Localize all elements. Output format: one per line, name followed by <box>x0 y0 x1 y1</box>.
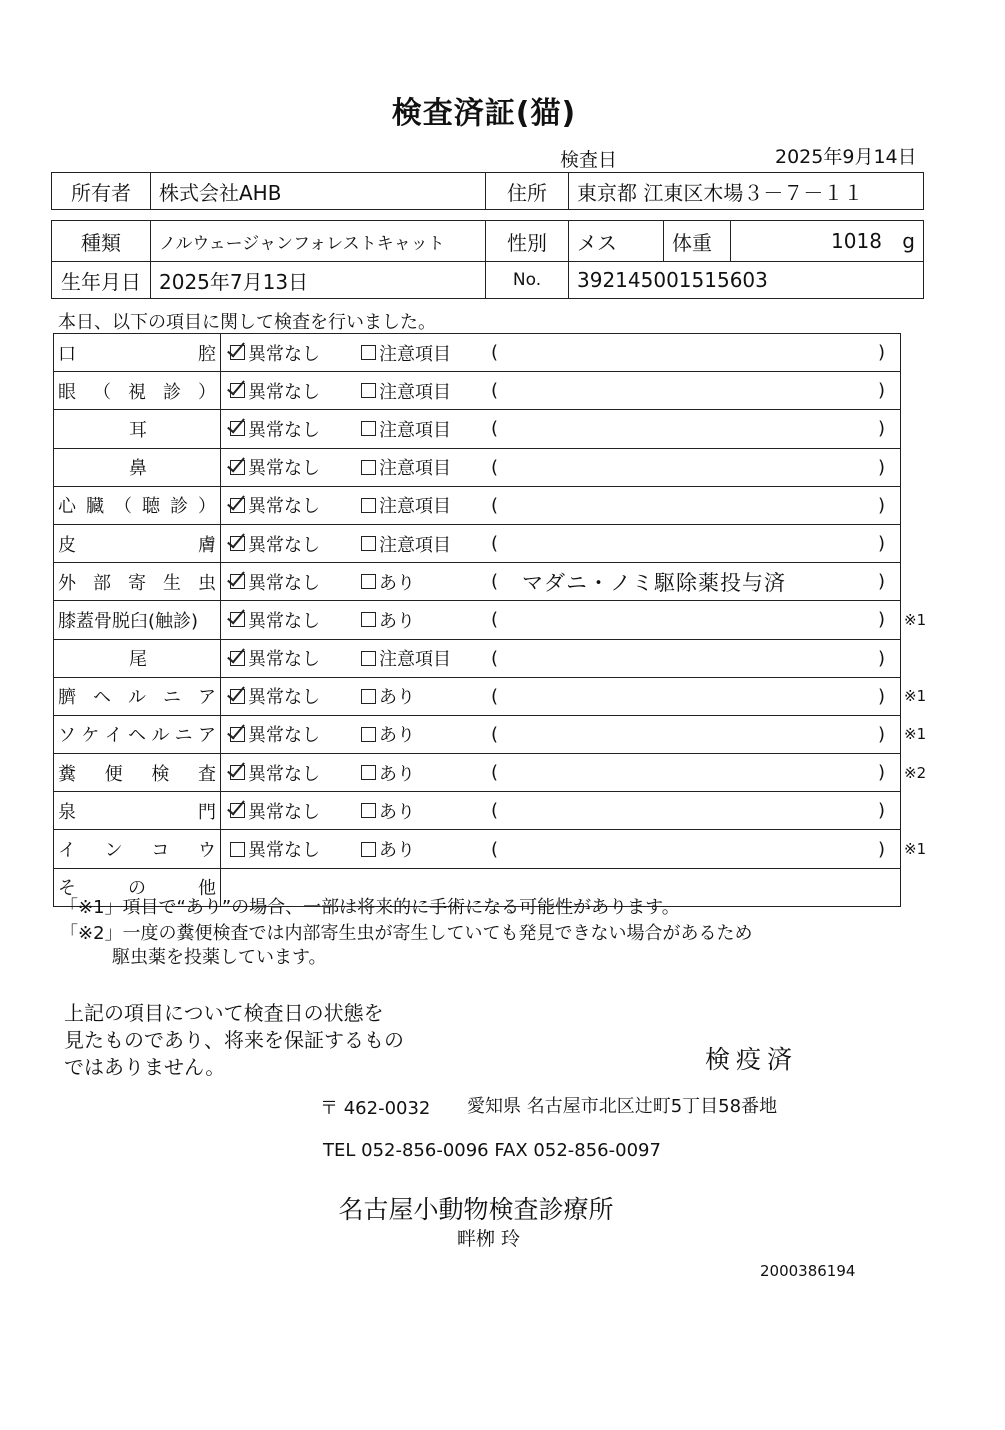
inspection-date: 2025年9月14日 <box>775 146 917 168</box>
quarantine-stamp: 検疫済 <box>705 1045 799 1074</box>
check-item-name <box>58 640 218 677</box>
check-item-label: そ の 他 <box>58 878 216 900</box>
option-label: 異常なし <box>248 381 320 403</box>
check-item-name <box>58 334 218 371</box>
no-abnormality-option[interactable] <box>230 640 320 677</box>
check-item-name <box>58 449 218 486</box>
animal-table <box>51 220 924 299</box>
option-label: 異常なし <box>248 763 320 785</box>
checkbox-icon[interactable] <box>361 842 376 857</box>
check-row <box>54 600 927 638</box>
no-abnormality-option[interactable] <box>230 792 320 829</box>
owner-label: 所有者 <box>52 173 151 210</box>
option-label: 異常なし <box>248 572 320 594</box>
address-value: 東京都 江東区木場３－７－１１ <box>569 173 924 210</box>
pretext: 本日、以下の項目に関して検査を行いました。 <box>58 312 436 333</box>
option-label: 異常なし <box>248 649 320 671</box>
second-option[interactable] <box>361 487 451 524</box>
checkbox-icon[interactable] <box>230 727 245 742</box>
checkbox-icon[interactable] <box>361 536 376 551</box>
check-item-label: 眼 （ 視 診 ） <box>58 381 216 403</box>
checkbox-icon[interactable] <box>230 689 245 704</box>
second-option[interactable] <box>361 640 451 677</box>
no-abnormality-option[interactable] <box>230 487 320 524</box>
second-option[interactable] <box>361 830 415 867</box>
tel-fax: TEL 052-856-0096 FAX 052-856-0097 <box>323 1140 661 1161</box>
footnote-mark: ※1 <box>904 840 927 859</box>
paren-close: ) <box>878 418 886 440</box>
weight-label: 体重 <box>664 221 731 262</box>
checkbox-icon[interactable] <box>230 498 245 513</box>
option-label: 注意項目 <box>379 419 451 441</box>
breed-value: ノルウェージャンフォレストキャット <box>151 221 486 262</box>
clinic-address: 愛知県 名古屋市北区辻町5丁目58番地 <box>467 1096 778 1117</box>
checkbox-icon[interactable] <box>230 383 245 398</box>
option-label: 異常なし <box>248 610 320 632</box>
checkbox-icon[interactable] <box>361 689 376 704</box>
check-item-name <box>58 563 218 600</box>
check-row <box>54 333 901 371</box>
second-option[interactable] <box>361 678 415 715</box>
option-label: あり <box>379 763 415 785</box>
birth-value: 2025年7月13日 <box>151 262 486 299</box>
paren-open: ( <box>491 571 499 593</box>
remark-line1: 上記の項目について検査日の状態を <box>64 1001 384 1025</box>
checkbox-icon[interactable] <box>230 345 245 360</box>
footnote-mark: ※1 <box>904 610 927 629</box>
check-item-name <box>58 410 218 447</box>
serial-number: 2000386194 <box>760 1262 856 1280</box>
footnote-mark: ※1 <box>904 687 927 706</box>
footnote-2-line2: 駆虫薬を投薬しています。 <box>112 947 327 968</box>
check-item-name <box>58 525 218 562</box>
check-item-label: 泉 門 <box>58 801 216 823</box>
paren-open: ( <box>491 533 499 555</box>
check-item-name <box>58 716 218 753</box>
paren-close: ) <box>878 723 886 745</box>
paren-open: ( <box>491 647 499 669</box>
check-row <box>54 677 927 715</box>
second-option[interactable] <box>361 372 451 409</box>
checkbox-icon[interactable] <box>230 803 245 818</box>
option-label: 注意項目 <box>379 534 451 556</box>
option-label: あり <box>379 801 415 823</box>
birth-label: 生年月日 <box>52 262 151 299</box>
checklist <box>53 333 927 907</box>
check-row <box>54 753 927 791</box>
checkbox-icon[interactable] <box>230 536 245 551</box>
checkbox-icon[interactable] <box>361 383 376 398</box>
breed-label: 種類 <box>52 221 151 262</box>
second-option[interactable] <box>361 754 415 791</box>
paren-close: ) <box>878 494 886 516</box>
sex-value: メス <box>569 221 664 262</box>
check-item-name <box>58 678 218 715</box>
option-label: 異常なし <box>248 496 320 518</box>
check-item-name <box>58 792 218 829</box>
option-label: 異常なし <box>248 801 320 823</box>
option-label: 異常なし <box>248 458 320 480</box>
paren-open: ( <box>491 342 499 364</box>
checkbox-icon[interactable] <box>230 421 245 436</box>
option-label: 異常なし <box>248 534 320 556</box>
paren-close: ) <box>878 342 886 364</box>
checkbox-icon[interactable] <box>361 498 376 513</box>
paren-close: ) <box>878 571 886 593</box>
check-item-name <box>58 601 218 638</box>
paren-open: ( <box>491 380 499 402</box>
option-label: あり <box>379 572 415 594</box>
paren-close: ) <box>878 685 886 707</box>
check-item-label: 鼻 <box>129 458 147 480</box>
checkbox-icon[interactable] <box>361 574 376 589</box>
check-item-label: 臍 ヘ ル ニ ア <box>58 687 216 709</box>
check-item-label: 心 臓 （ 聴 診 ） <box>58 496 216 518</box>
check-row <box>54 639 901 677</box>
footnote-1: 「※1」項目で“あり”の場合、一部は将来的に手術になる可能性があります。 <box>60 897 680 918</box>
second-option[interactable] <box>361 334 451 371</box>
document-title: 検査済証(猫) <box>391 96 577 131</box>
check-item-label: 耳 <box>129 419 147 441</box>
check-item-name <box>58 372 218 409</box>
checkbox-icon[interactable] <box>361 803 376 818</box>
checkbox-icon[interactable] <box>361 421 376 436</box>
checkbox-icon[interactable] <box>230 574 245 589</box>
owner-table <box>51 172 924 210</box>
remark-line3: ではありません。 <box>64 1055 226 1079</box>
checkbox-icon[interactable] <box>230 651 245 666</box>
check-item-name <box>58 487 218 524</box>
sex-label: 性別 <box>486 221 569 262</box>
checkbox-icon[interactable] <box>230 765 245 780</box>
inspection-date-label: 検査日 <box>560 149 618 171</box>
paren-open: ( <box>491 723 499 745</box>
no-abnormality-option[interactable] <box>230 754 320 791</box>
paren-open: ( <box>491 838 499 860</box>
checkbox-icon[interactable] <box>361 651 376 666</box>
vet-name: 畔栁 玲 <box>457 1228 521 1250</box>
option-label: あり <box>379 687 415 709</box>
option-label: 異常なし <box>248 343 320 365</box>
check-item-label: イ ン コ ウ <box>58 840 216 862</box>
weight-unit: g <box>902 229 915 253</box>
number-value: 392145001515603 <box>569 262 924 299</box>
check-row <box>54 448 901 486</box>
footnote-mark: ※1 <box>904 725 927 744</box>
paren-open: ( <box>491 609 499 631</box>
option-label: 注意項目 <box>379 458 451 480</box>
weight-cell <box>731 221 924 262</box>
check-row <box>54 371 901 409</box>
clinic-name: 名古屋小動物検査診療所 <box>338 1195 614 1224</box>
remark-line2: 見たものであり、将来を保証するもの <box>64 1028 404 1052</box>
paren-close: ) <box>878 800 886 822</box>
option-label: 異常なし <box>248 840 320 862</box>
paren-open: ( <box>491 456 499 478</box>
check-row <box>54 829 927 867</box>
second-option[interactable] <box>361 792 415 829</box>
option-label: あり <box>379 610 415 632</box>
checkbox-icon[interactable] <box>361 727 376 742</box>
second-option[interactable] <box>361 410 451 447</box>
check-item-label: 口 腔 <box>58 343 216 365</box>
paren-open: ( <box>491 418 499 440</box>
no-abnormality-option[interactable] <box>230 601 320 638</box>
checkbox-icon[interactable] <box>361 460 376 475</box>
checkbox-icon[interactable] <box>361 765 376 780</box>
second-option[interactable] <box>361 563 415 600</box>
option-label: あり <box>379 725 415 747</box>
address-label: 住所 <box>486 173 569 210</box>
postal-code: 〒 462-0032 <box>320 1098 431 1119</box>
footnote-2-line1: 「※2」一度の糞便検査では内部寄生虫が寄生していても発見できない場合があるため <box>60 923 753 944</box>
paren-close: ) <box>878 647 886 669</box>
checkbox-icon[interactable] <box>230 842 245 857</box>
paren-open: ( <box>491 762 499 784</box>
no-abnormality-option[interactable] <box>230 678 320 715</box>
option-label: 異常なし <box>248 687 320 709</box>
check-item-name <box>58 754 218 791</box>
check-row <box>54 524 901 562</box>
check-note: マダニ・ノミ駆除薬投与済 <box>522 570 786 595</box>
check-row <box>54 486 901 524</box>
checkbox-icon[interactable] <box>230 460 245 475</box>
no-abnormality-option[interactable] <box>230 410 320 447</box>
paren-open: ( <box>491 800 499 822</box>
second-option[interactable] <box>361 525 451 562</box>
second-option[interactable] <box>361 449 451 486</box>
check-row <box>54 791 901 829</box>
option-label: 注意項目 <box>379 381 451 403</box>
check-item-label: 糞 便 検 査 <box>58 763 216 785</box>
paren-close: ) <box>878 533 886 555</box>
option-label: あり <box>379 840 415 862</box>
no-abnormality-option[interactable] <box>230 563 320 600</box>
check-item-name <box>58 830 218 867</box>
paren-close: ) <box>878 456 886 478</box>
check-item-label: ソ ケ イ ヘ ル ニ ア <box>58 725 216 747</box>
owner-value: 株式会社AHB <box>151 173 486 210</box>
option-label: 注意項目 <box>379 496 451 518</box>
check-row <box>54 562 901 600</box>
check-item-label: 外 部 寄 生 虫 <box>58 572 216 594</box>
check-row <box>54 715 927 753</box>
option-label: 異常なし <box>248 419 320 441</box>
paren-open: ( <box>491 494 499 516</box>
number-label: No. <box>486 262 569 299</box>
no-abnormality-option[interactable] <box>230 372 320 409</box>
checkbox-icon[interactable] <box>230 612 245 627</box>
weight-value: 1018 <box>831 229 882 253</box>
option-label: 注意項目 <box>379 649 451 671</box>
paren-close: ) <box>878 380 886 402</box>
footnote-mark: ※2 <box>904 763 927 782</box>
no-abnormality-option[interactable] <box>230 334 320 371</box>
paren-close: ) <box>878 838 886 860</box>
no-abnormality-option[interactable] <box>230 525 320 562</box>
check-item-label: 皮 膚 <box>58 534 216 556</box>
no-abnormality-option[interactable] <box>230 449 320 486</box>
paren-close: ) <box>878 609 886 631</box>
checkbox-icon[interactable] <box>361 345 376 360</box>
no-abnormality-option[interactable] <box>230 830 320 867</box>
paren-close: ) <box>878 762 886 784</box>
paren-open: ( <box>491 685 499 707</box>
option-label: 注意項目 <box>379 343 451 365</box>
second-option[interactable] <box>361 601 415 638</box>
no-abnormality-option[interactable] <box>230 716 320 753</box>
check-item-label: 膝蓋骨脱臼(触診) <box>58 610 199 632</box>
check-item-label: 尾 <box>129 649 147 671</box>
check-row <box>54 409 901 447</box>
second-option[interactable] <box>361 716 415 753</box>
checkbox-icon[interactable] <box>361 612 376 627</box>
option-label: 異常なし <box>248 725 320 747</box>
